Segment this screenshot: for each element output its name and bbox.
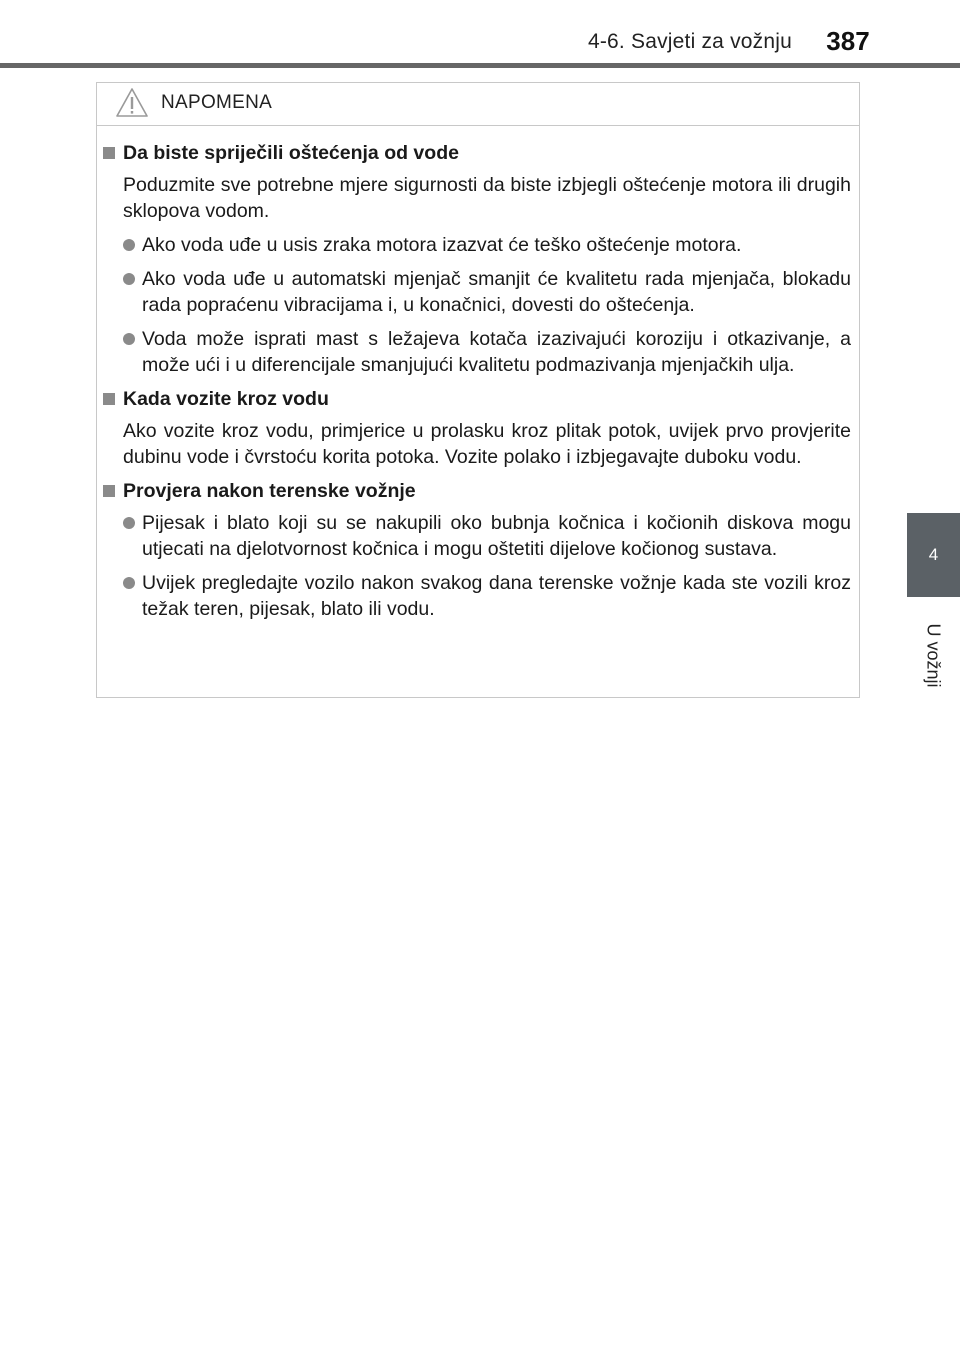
- list-item-text: Voda može isprati mast s ležajeva kotača izazivajući koroziju i otkazivanje, a može ući i u diferencijale smanjujući kvalitetu podmazivanja mjenjačkih ulja.: [142, 328, 851, 376]
- section-heading: [101, 140, 851, 166]
- header-rule: [0, 63, 960, 68]
- section-heading: [101, 386, 851, 412]
- section-paragraph: Ako vozite kroz vodu, primjerice u prolasku kroz plitak potok, uvijek prvo provjerite dubinu vode i čvrstoću korita potoka. Vozite polako i izbjegavajte duboku vodu.: [123, 420, 851, 468]
- list-item: [123, 232, 851, 258]
- list-item-text: Pijesak i blato koji su se nakupili oko bubnja kočnica i kočionih diskova mogu utjecati na djelotvornost kočnica i mogu oštetiti dijelove kočionog sustava.: [142, 512, 851, 560]
- section-driving-through-water: [101, 386, 851, 470]
- square-bullet-icon: [103, 393, 115, 405]
- section-heading-text: Provjera nakon terenske vožnje: [123, 480, 416, 502]
- chapter-tab: 4: [907, 513, 960, 597]
- dot-bullet-icon: [123, 333, 135, 345]
- header-section-title: 4-6. Savjeti za vožnju: [587, 30, 792, 53]
- list-item: [123, 510, 851, 562]
- warning-triangle-icon: [115, 87, 149, 119]
- list-item-text: Ako voda uđe u usis zraka motora izazvat će teško oštećenje motora.: [142, 234, 742, 256]
- notice-title: NAPOMENA: [161, 92, 273, 113]
- section-offroad-check: [101, 478, 851, 622]
- dot-bullet-icon: [123, 239, 135, 251]
- square-bullet-icon: [103, 147, 115, 159]
- chapter-label-text: U vožnji: [924, 622, 944, 688]
- section-heading-text: Da biste spriječili oštećenja od vode: [123, 142, 459, 164]
- notice-box: [96, 82, 860, 698]
- list-item: [123, 266, 851, 318]
- notice-content: [97, 126, 859, 622]
- section-heading-text: Kada vozite kroz vodu: [123, 388, 329, 410]
- dot-bullet-icon: [123, 517, 135, 529]
- list-item-text: Ako voda uđe u automatski mjenjač smanjit će kvalitetu rada mjenjača, blokadu rada popraćenu vibracijama i, u konačnici, dovesti do oštećenja.: [142, 268, 851, 316]
- list-item: [123, 570, 851, 622]
- page-number: 387: [826, 26, 870, 56]
- section-water-damage: [101, 140, 851, 378]
- dot-bullet-icon: [123, 577, 135, 589]
- chapter-label: [907, 600, 960, 710]
- dot-bullet-icon: [123, 273, 135, 285]
- notice-header: [97, 83, 859, 126]
- square-bullet-icon: [103, 485, 115, 497]
- section-paragraph: Poduzmite sve potrebne mjere sigurnosti da biste izbjegli oštećenje motora ili drugih sklopova vodom.: [123, 174, 851, 222]
- section-heading: [101, 478, 851, 504]
- list-item-text: Uvijek pregledajte vozilo nakon svakog dana terenske vožnje kada ste vozili kroz težak teren, pijesak, blato ili vodu.: [142, 572, 851, 620]
- list-item: [123, 326, 851, 378]
